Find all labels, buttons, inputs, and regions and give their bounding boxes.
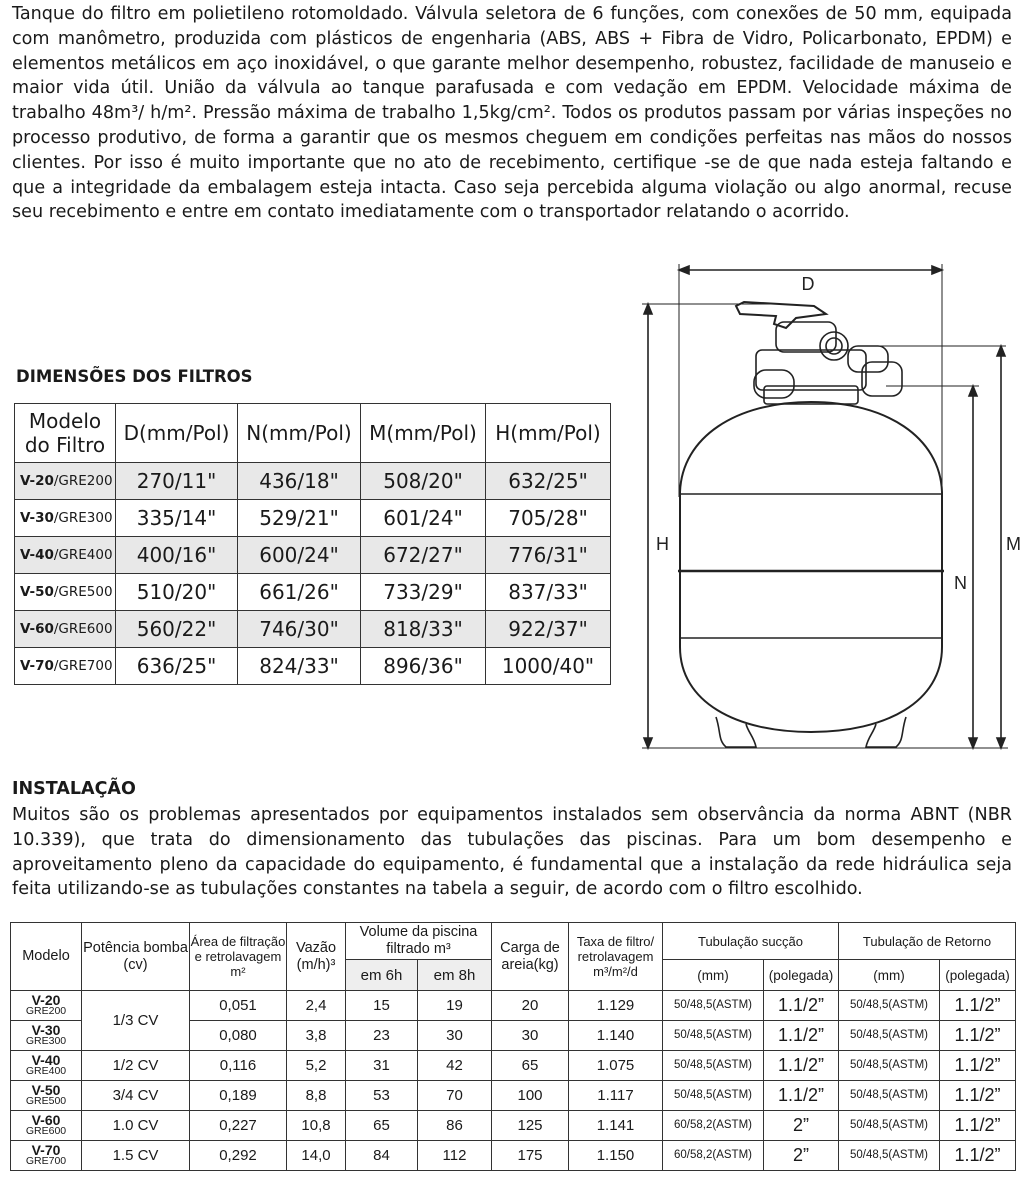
vazao-cell: 8,8 <box>287 1081 346 1111</box>
succao-mm-cell: 50/48,5(ASTM) <box>663 1021 764 1051</box>
potencia-cell: 3/4 CV <box>82 1081 190 1111</box>
dimensions-table <box>14 403 611 685</box>
header-retorno: Tubulação de Retorno <box>839 923 1016 960</box>
succao-pol-cell: 2” <box>764 1141 839 1171</box>
table-row <box>15 500 611 537</box>
model-cell: V-40 GRE400 <box>11 1051 82 1081</box>
tank-foot <box>716 717 756 747</box>
filter-dimension-drawing <box>636 262 1024 757</box>
table-row <box>15 463 611 500</box>
volume-6h-cell: 31 <box>346 1051 418 1081</box>
m-cell: 896/36" <box>361 648 486 685</box>
valve-port <box>754 370 794 398</box>
succao-pol-cell: 1.1/2” <box>764 1081 839 1111</box>
pressure-gauge <box>820 332 848 360</box>
h-cell: 632/25" <box>486 463 611 500</box>
volume-8h-cell: 30 <box>418 1021 492 1051</box>
tank-body <box>680 402 942 732</box>
area-cell: 0,189 <box>190 1081 287 1111</box>
taxa-cell: 1.150 <box>569 1141 663 1171</box>
dimensions-heading: DIMENSÕES DOS FILTROS <box>16 367 253 386</box>
header-retorno-pol: (polegada) <box>940 960 1016 991</box>
potencia-cell: 1.0 CV <box>82 1111 190 1141</box>
model-cell: V-50 GRE500 <box>11 1081 82 1111</box>
h-cell: 922/37" <box>486 611 611 648</box>
carga-cell: 175 <box>492 1141 569 1171</box>
header-m: M(mm/Pol) <box>361 404 486 463</box>
retorno-pol-cell: 1.1/2” <box>940 1141 1016 1171</box>
retorno-mm-cell: 50/48,5(ASTM) <box>839 1111 940 1141</box>
volume-8h-cell: 42 <box>418 1051 492 1081</box>
succao-mm-cell: 50/48,5(ASTM) <box>663 991 764 1021</box>
header-n: N(mm/Pol) <box>238 404 361 463</box>
retorno-mm-cell: 50/48,5(ASTM) <box>839 1081 940 1111</box>
succao-mm-cell: 60/58,2(ASTM) <box>663 1111 764 1141</box>
vazao-cell: 3,8 <box>287 1021 346 1051</box>
header-succao-mm: (mm) <box>663 960 764 991</box>
vazao-cell: 10,8 <box>287 1111 346 1141</box>
retorno-pol-cell: 1.1/2” <box>940 1051 1016 1081</box>
specs-header-row <box>11 923 1016 960</box>
volume-6h-cell: 65 <box>346 1111 418 1141</box>
arrow-icon <box>679 266 689 274</box>
taxa-cell: 1.075 <box>569 1051 663 1081</box>
n-cell: 600/24" <box>238 537 361 574</box>
succao-pol-cell: 1.1/2” <box>764 1021 839 1051</box>
retorno-pol-cell: 1.1/2” <box>940 1081 1016 1111</box>
area-cell: 0,051 <box>190 991 287 1021</box>
retorno-pol-cell: 1.1/2” <box>940 1021 1016 1051</box>
model-cell: V-60/GRE600 <box>15 611 116 648</box>
header-potencia: Potência bomba (cv) <box>82 923 190 991</box>
h-cell: 837/33" <box>486 574 611 611</box>
header-modelo: Modelo do Filtro <box>15 404 116 463</box>
header-carga: Carga de areia(kg) <box>492 923 569 991</box>
n-cell: 824/33" <box>238 648 361 685</box>
arrow-icon <box>997 738 1005 748</box>
area-cell: 0,292 <box>190 1141 287 1171</box>
volume-6h-cell: 15 <box>346 991 418 1021</box>
table-row <box>11 1141 1016 1171</box>
table-row <box>11 1081 1016 1111</box>
table-row <box>11 1111 1016 1141</box>
model-cell: V-30/GRE300 <box>15 500 116 537</box>
taxa-cell: 1.140 <box>569 1021 663 1051</box>
retorno-mm-cell: 50/48,5(ASTM) <box>839 1051 940 1081</box>
volume-6h-cell: 23 <box>346 1021 418 1051</box>
header-em8h: em 8h <box>418 960 492 991</box>
succao-mm-cell: 50/48,5(ASTM) <box>663 1051 764 1081</box>
succao-pol-cell: 1.1/2” <box>764 991 839 1021</box>
m-cell: 601/24" <box>361 500 486 537</box>
d-cell: 510/20" <box>116 574 238 611</box>
vazao-cell: 5,2 <box>287 1051 346 1081</box>
model-cell: V-60 GRE600 <box>11 1111 82 1141</box>
area-cell: 0,227 <box>190 1111 287 1141</box>
header-d: D(mm/Pol) <box>116 404 238 463</box>
taxa-cell: 1.129 <box>569 991 663 1021</box>
n-cell: 436/18" <box>238 463 361 500</box>
valve-port <box>862 362 902 396</box>
retorno-mm-cell: 50/48,5(ASTM) <box>839 991 940 1021</box>
installation-paragraph: Muitos são os problemas apresentados por equipamentos instalados sem observância da norma ABNT (NBR 10.339), que trata do dimensionamento das tubulações das piscinas. Para um bom desempenho e aproveitamento pleno da capacidade do equipamento, é fundamental que a instalação da rede hidráulica seja feita utilizando-se as tubulações constantes na tabela a seguir, de acordo com o filtro escolhido. <box>12 805 1012 900</box>
header-modelo: Modelo <box>11 923 82 991</box>
installation-heading: INSTALAÇÃO <box>12 779 136 799</box>
valve-cap <box>776 322 836 352</box>
m-cell: 818/33" <box>361 611 486 648</box>
model-cell: V-20 GRE200 <box>11 991 82 1021</box>
volume-8h-cell: 19 <box>418 991 492 1021</box>
retorno-mm-cell: 50/48,5(ASTM) <box>839 1141 940 1171</box>
vazao-cell: 2,4 <box>287 991 346 1021</box>
table-row <box>15 611 611 648</box>
valve-handle <box>736 302 826 328</box>
header-area: Área de filtração e retrolavagem m² <box>190 923 287 991</box>
succao-mm-cell: 60/58,2(ASTM) <box>663 1141 764 1171</box>
table-row <box>15 648 611 685</box>
model-cell: V-70/GRE700 <box>15 648 116 685</box>
volume-8h-cell: 86 <box>418 1111 492 1141</box>
h-cell: 776/31" <box>486 537 611 574</box>
arrow-icon <box>969 386 977 396</box>
d-cell: 270/11" <box>116 463 238 500</box>
table-row <box>11 1051 1016 1081</box>
n-cell: 661/26" <box>238 574 361 611</box>
volume-6h-cell: 53 <box>346 1081 418 1111</box>
arrow-icon <box>644 304 652 314</box>
carga-cell: 20 <box>492 991 569 1021</box>
label-h: H <box>656 534 669 554</box>
header-retorno-mm: (mm) <box>839 960 940 991</box>
carga-cell: 65 <box>492 1051 569 1081</box>
area-cell: 0,080 <box>190 1021 287 1051</box>
model-cell: V-20/GRE200 <box>15 463 116 500</box>
volume-6h-cell: 84 <box>346 1141 418 1171</box>
m-cell: 672/27" <box>361 537 486 574</box>
header-volume: Volume da piscina filtrado m³ <box>346 923 492 960</box>
m-cell: 733/29" <box>361 574 486 611</box>
carga-cell: 30 <box>492 1021 569 1051</box>
specs-table <box>10 922 1016 1171</box>
dimensions-header-row <box>15 404 611 463</box>
label-m: M <box>1006 534 1021 554</box>
arrow-icon <box>644 738 652 748</box>
model-cell: V-40/GRE400 <box>15 537 116 574</box>
h-cell: 705/28" <box>486 500 611 537</box>
vazao-cell: 14,0 <box>287 1141 346 1171</box>
header-h: H(mm/Pol) <box>486 404 611 463</box>
potencia-cell: 1.5 CV <box>82 1141 190 1171</box>
header-succao: Tubulação sucção <box>663 923 839 960</box>
n-cell: 529/21" <box>238 500 361 537</box>
succao-mm-cell: 50/48,5(ASTM) <box>663 1081 764 1111</box>
succao-pol-cell: 1.1/2” <box>764 1051 839 1081</box>
succao-pol-cell: 2” <box>764 1111 839 1141</box>
intro-paragraph: Tanque do filtro em polietileno rotomoldado. Válvula seletora de 6 funções, com conexões de 50 mm, equipada com manômetro, produzida com plásticos de engenharia (ABS, ABS + Fibra de Vidro, Policarbonato, EPDM) e elementos metálicos em aço inoxidável, o que garante melhor desempenho, robustez, facilidade de manuseio e maior vida útil. União da válvula ao tanque parafusada e com vedação em EPDM. Velocidade máxima de trabalho 48m³/ h/m². Pressão máxima de trabalho 1,5kg/cm². Todos os produtos passam por várias inspeções no processo produtivo, de forma a garantir que os mesmos cheguem em condições perfeitas nas mãos do nossos clientes. Por isso é muito importante que no ato de recebimento, certifique -se de que nada esteja faltando e que a integridade da embalagem esteja intacta. Caso seja percebida alguma violação ou algo anormal, recuse seu recebimento e entre em contato imediatamente com o transportador relatando o acorrido. <box>12 4 1012 223</box>
header-succao-pol: (polegada) <box>764 960 839 991</box>
table-row <box>15 574 611 611</box>
taxa-cell: 1.141 <box>569 1111 663 1141</box>
taxa-cell: 1.117 <box>569 1081 663 1111</box>
d-cell: 400/16" <box>116 537 238 574</box>
d-cell: 335/14" <box>116 500 238 537</box>
model-cell: V-50/GRE500 <box>15 574 116 611</box>
arrow-icon <box>932 266 942 274</box>
label-n: N <box>954 573 967 593</box>
model-cell: V-30 GRE300 <box>11 1021 82 1051</box>
model-cell: V-70 GRE700 <box>11 1141 82 1171</box>
header-taxa: Taxa de filtro/ retrolavagem m³/m²/d <box>569 923 663 991</box>
area-cell: 0,116 <box>190 1051 287 1081</box>
n-cell: 746/30" <box>238 611 361 648</box>
retorno-pol-cell: 1.1/2” <box>940 1111 1016 1141</box>
h-cell: 1000/40" <box>486 648 611 685</box>
potencia-cell: 1/3 CV <box>82 991 190 1051</box>
table-row <box>15 537 611 574</box>
retorno-mm-cell: 50/48,5(ASTM) <box>839 1021 940 1051</box>
tank-foot <box>866 717 906 747</box>
volume-8h-cell: 112 <box>418 1141 492 1171</box>
arrow-icon <box>997 346 1005 356</box>
carga-cell: 100 <box>492 1081 569 1111</box>
volume-8h-cell: 70 <box>418 1081 492 1111</box>
retorno-pol-cell: 1.1/2” <box>940 991 1016 1021</box>
d-cell: 636/25" <box>116 648 238 685</box>
carga-cell: 125 <box>492 1111 569 1141</box>
header-em6h: em 6h <box>346 960 418 991</box>
d-cell: 560/22" <box>116 611 238 648</box>
header-vazao: Vazão (m/h)³ <box>287 923 346 991</box>
potencia-cell: 1/2 CV <box>82 1051 190 1081</box>
m-cell: 508/20" <box>361 463 486 500</box>
arrow-icon <box>969 738 977 748</box>
table-row <box>11 991 1016 1021</box>
label-d: D <box>801 274 815 294</box>
